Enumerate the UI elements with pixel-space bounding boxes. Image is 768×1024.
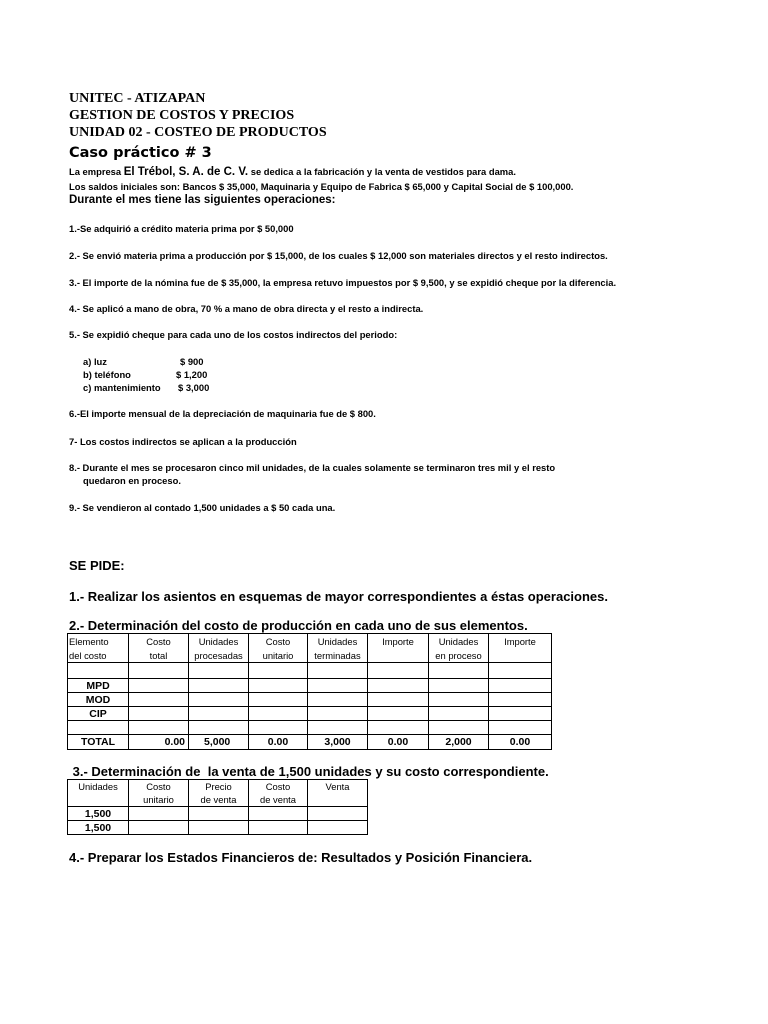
sales-header-cell [68,793,129,807]
table-cell [189,707,249,721]
table-cell [368,707,429,721]
table-cell: 1,500 [68,807,129,821]
operation-1: 1.-Se adquirió a crédito materia prima por $ 50,000 [69,223,294,234]
op5c-value: $ 3,000 [178,382,210,393]
institution-title: UNITEC - ATIZAPAN [69,91,206,106]
table-cell [129,807,189,821]
sales-header-cell: Venta [308,780,368,793]
table-cell: 1,500 [68,821,129,835]
table-cell [368,663,429,679]
total-cell: 5,000 [189,735,249,750]
company-prefix: La empresa [69,166,124,177]
cost-header-cell: Importe [368,634,429,649]
cost-header-cell: Unidades [189,634,249,649]
table-cell [489,693,552,707]
total-cell: 0.00 [129,735,189,750]
operations-heading: Durante el mes tiene las siguientes operaciones: [69,194,336,206]
table-cell [489,707,552,721]
table-cell [249,693,308,707]
operation-8-line2: quedaron en proceso. [83,475,181,486]
table-cell [308,807,368,821]
company-intro [69,166,516,178]
table-cell [368,693,429,707]
tasks-heading: SE PIDE: [69,558,125,573]
cost-header-cell: Costo [249,634,308,649]
task-1: 1.- Realizar los asientos en esquemas de mayor correspondientes a éstas operaciones. [69,589,608,604]
table-cell [429,663,489,679]
total-cell: 0.00 [249,735,308,750]
unit-title: UNIDAD 02 - COSTEO DE PRODUCTOS [69,125,327,140]
sales-header-cell: Costo [249,780,308,793]
table-cell [129,821,189,835]
table-cell [189,679,249,693]
operation-4: 4.- Se aplicó a mano de obra, 70 % a mano de obra directa y el resto a indirecta. [69,303,424,314]
cost-header-cell: Unidades [308,634,368,649]
table-cell [189,693,249,707]
cost-header-cell: en proceso [429,649,489,663]
operation-5: 5.- Se expidió cheque para cada uno de los costos indirectos del periodo: [69,329,398,340]
table-cell [189,821,249,835]
company-suffix: se dedica a la fabricación y la venta de vestidos para dama. [248,166,516,177]
table-cell [249,663,308,679]
table-row [68,663,552,679]
table-cell [249,807,308,821]
table-cell [68,721,129,735]
cost-header-cell: total [129,649,189,663]
cost-header-cell [489,649,552,663]
sales-header-cell: Precio [189,780,249,793]
task-4: 4.- Preparar los Estados Financieros de: Resultados y Posición Financiera. [69,850,533,865]
table-cell [489,663,552,679]
op5b-value: $ 1,200 [176,369,208,380]
cost-header-cell: procesadas [189,649,249,663]
table-cell [429,693,489,707]
sales-table [67,779,368,835]
table-row [68,693,552,707]
table-cell: CIP [68,707,129,721]
sales-header-cell: de venta [189,793,249,807]
company-name: El Trébol, S. A. de C. V. [123,166,249,178]
total-cell: 0.00 [368,735,429,750]
task-3: 3.- Determinación de la venta de 1,500 unidades y su costo correspondiente. [69,764,549,779]
op5a-value: $ 900 [180,356,204,367]
table-row [68,721,552,735]
initial-balances: Los saldos iniciales son: Bancos $ 35,000, Maquinaria y Equipo de Fabrica $ 65,000 y Capital Social de $ 100,000. [69,181,574,192]
table-cell: MOD [68,693,129,707]
op5c-label: c) mantenimiento [83,382,161,393]
cost-header-cell: Unidades [429,634,489,649]
table-cell [429,721,489,735]
cost-header-cell: terminadas [308,649,368,663]
table-cell [249,707,308,721]
sales-header-cell: Unidades [68,780,129,793]
sales-table-header-top [68,780,368,793]
sales-table-header-bottom [68,793,368,807]
operation-6: 6.-El importe mensual de la depreciación de maquinaria fue de $ 800. [69,408,376,419]
operation-2: 2.- Se envió materia prima a producción por $ 15,000, de los cuales $ 12,000 son materiales directos y el resto indirectos. [69,250,608,261]
operation-3: 3.- El importe de la nómina fue de $ 35,000, la empresa retuvo impuestos por $ 9,500, y se expidió cheque por la diferencia. [69,277,617,288]
cost-header-cell: unitario [249,649,308,663]
sales-header-cell: Costo [129,780,189,793]
table-row [68,707,552,721]
table-cell [189,807,249,821]
operation-9: 9.- Se vendieron al contado 1,500 unidades a $ 50 cada una. [69,502,336,513]
total-cell: 0.00 [489,735,552,750]
table-cell [368,679,429,693]
table-cell [308,707,368,721]
table-cell [489,679,552,693]
table-cell [189,663,249,679]
table-row [68,679,552,693]
sales-header-cell: unitario [129,793,189,807]
table-cell [129,663,189,679]
cost-table [67,633,552,750]
total-cell: 2,000 [429,735,489,750]
table-row [68,807,368,821]
cost-header-cell: Importe [489,634,552,649]
sales-header-cell [308,793,368,807]
table-cell [308,721,368,735]
table-cell [368,721,429,735]
op5b-label: b) teléfono [83,369,131,380]
table-cell [68,663,129,679]
table-cell [489,721,552,735]
total-row [68,735,552,750]
case-title: Caso práctico # 3 [69,145,212,161]
table-cell [308,821,368,835]
cost-header-cell: Elemento [68,634,129,649]
total-cell: 3,000 [308,735,368,750]
table-cell [129,721,189,735]
op5a-label: a) luz [83,356,107,367]
cost-header-cell: Costo [129,634,189,649]
table-cell [189,721,249,735]
table-row [68,821,368,835]
cost-table-header-top [68,634,552,649]
table-cell [129,679,189,693]
table-cell [249,821,308,835]
cost-table-header-bottom [68,649,552,663]
table-cell: MPD [68,679,129,693]
operation-8-line1: 8.- Durante el mes se procesaron cinco mil unidades, de la cuales solamente se terminaron tres mil y el resto [69,462,556,473]
cost-header-cell [368,649,429,663]
total-label: TOTAL [68,735,129,750]
course-title: GESTION DE COSTOS Y PRECIOS [69,108,295,123]
table-cell [308,679,368,693]
operation-7: 7- Los costos indirectos se aplican a la producción [69,436,297,447]
table-cell [429,679,489,693]
cost-header-cell: del costo [68,649,129,663]
table-cell [429,707,489,721]
table-cell [308,663,368,679]
table-cell [308,693,368,707]
table-cell [249,721,308,735]
table-cell [129,707,189,721]
table-cell [129,693,189,707]
table-cell [249,679,308,693]
sales-header-cell: de venta [249,793,308,807]
task-2: 2.- Determinación del costo de producción en cada uno de sus elementos. [69,618,528,633]
